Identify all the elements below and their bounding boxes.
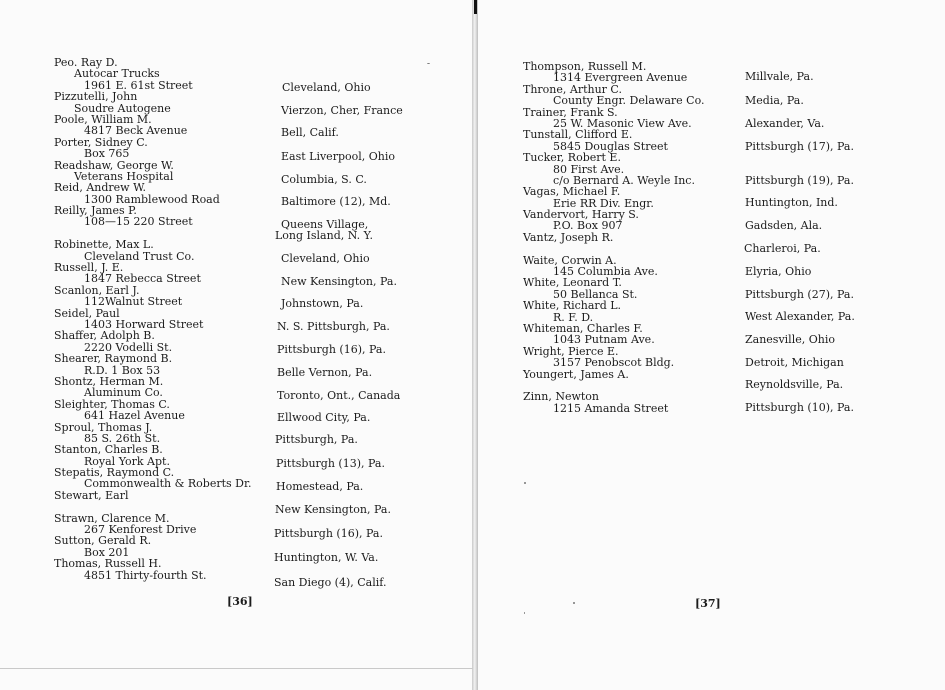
entry-address: 1215 Amanda Street bbox=[553, 401, 669, 415]
entry-name: Tucker, Robert E. bbox=[523, 151, 621, 165]
entry-address: 1314 Evergreen Avenue bbox=[553, 71, 688, 85]
entry-city: Queens Village, bbox=[281, 218, 369, 231]
entry-city: New Kensington, Pa. bbox=[281, 275, 397, 288]
entry-address: 108—15 220 Street bbox=[84, 215, 193, 229]
entry-name: Readshaw, George W. bbox=[54, 158, 174, 172]
entry-name: Whiteman, Charles F. bbox=[523, 321, 643, 335]
entry-city: Bell, Calif. bbox=[281, 126, 339, 139]
entry-address: Veterans Hospital bbox=[74, 169, 174, 183]
page-number: [36] bbox=[227, 595, 253, 608]
entry-city: San Diego (4), Calif. bbox=[274, 576, 387, 589]
entry-name: Poole, William M. bbox=[54, 112, 152, 126]
page-edge bbox=[0, 668, 473, 669]
entry-city: Johnstown, Pa. bbox=[281, 297, 364, 310]
entry-city: New Kensington, Pa. bbox=[275, 503, 391, 516]
entry-city: Millvale, Pa. bbox=[745, 70, 814, 83]
entry-name: Trainer, Frank S. bbox=[523, 105, 618, 119]
paper-speck bbox=[524, 612, 525, 614]
entry-name: Pizzutelli, John bbox=[54, 90, 138, 104]
entry-address: Autocar Trucks bbox=[74, 67, 160, 81]
entry-address: 4851 Thirty-fourth St. bbox=[84, 568, 207, 582]
entry-name: Tunstall, Clifford E. bbox=[523, 128, 633, 142]
paper-speck bbox=[524, 482, 526, 484]
entry-address: Royal York Apt. bbox=[84, 454, 170, 468]
entry-city: Zanesville, Ohio bbox=[745, 333, 835, 346]
entry-address: 5845 Douglas Street bbox=[553, 139, 668, 153]
entry-city-line2: Long Island, N. Y. bbox=[275, 229, 373, 242]
entry-city: Media, Pa. bbox=[745, 94, 804, 107]
entry-city: Charleroi, Pa. bbox=[744, 242, 821, 255]
entry-city: Pittsburgh (27), Pa. bbox=[745, 288, 854, 301]
entry-city: Belle Vernon, Pa. bbox=[277, 366, 373, 379]
entry-city: Homestead, Pa. bbox=[276, 480, 364, 493]
entry-name: Stanton, Charles B. bbox=[54, 443, 163, 457]
entry-name: Peo. Ray D. bbox=[54, 56, 118, 69]
entry-name: Thomas, Russell H. bbox=[54, 557, 162, 571]
entry-city: Pittsburgh (16), Pa. bbox=[277, 343, 386, 356]
entry-address: c/o Bernard A. Weyle Inc. bbox=[553, 173, 695, 187]
entry-city: Baltimore (12), Md. bbox=[281, 195, 391, 208]
entry-name: Sleighter, Thomas C. bbox=[54, 397, 170, 411]
entry-name: Shontz, Herman M. bbox=[54, 374, 164, 388]
entry-address: Commonwealth & Roberts Dr. bbox=[84, 477, 252, 491]
entry-address: 25 W. Masonic View Ave. bbox=[553, 116, 692, 130]
entry-name: Vandervort, Harry S. bbox=[523, 208, 639, 222]
entry-name: Sproul, Thomas J. bbox=[54, 420, 153, 434]
entry-name: Youngert, James A. bbox=[523, 367, 629, 381]
book-gutter bbox=[472, 0, 478, 690]
entry-name: Thompson, Russell M. bbox=[523, 60, 647, 73]
entry-name: Strawn, Clarence M. bbox=[54, 511, 170, 525]
entry-name: White, Richard L. bbox=[523, 299, 622, 313]
entry-address: 2220 Vodelli St. bbox=[84, 340, 173, 354]
entry-name: Sutton, Gerald R. bbox=[54, 534, 152, 548]
entry-address: 50 Bellanca St. bbox=[553, 287, 638, 301]
entry-city: Alexander, Va. bbox=[745, 117, 825, 130]
entry-address: Box 765 bbox=[84, 147, 130, 161]
entry-name: Porter, Sidney C. bbox=[54, 135, 148, 149]
entry-name: Scanlon, Earl J. bbox=[54, 283, 140, 297]
entry-city: Pittsburgh, Pa. bbox=[275, 433, 358, 446]
paper-speck bbox=[573, 602, 575, 604]
entry-city: Pittsburgh (10), Pa. bbox=[745, 401, 854, 414]
entry-name: Shaffer, Adolph B. bbox=[54, 329, 155, 343]
entry-address: R.D. 1 Box 53 bbox=[84, 363, 161, 377]
entry-name: Reilly, James P. bbox=[54, 204, 137, 218]
entry-city: N. S. Pittsburgh, Pa. bbox=[277, 320, 390, 333]
entry-address: County Engr. Delaware Co. bbox=[553, 94, 705, 108]
entry-address: Box 201 bbox=[84, 545, 130, 559]
entry-address: Soudre Autogene bbox=[74, 101, 171, 115]
entry-name: Zinn, Newton bbox=[523, 390, 600, 404]
entry-city: Huntington, Ind. bbox=[745, 196, 838, 209]
entry-name: Russell, J. E. bbox=[54, 261, 124, 275]
entry-address: 1847 Rebecca Street bbox=[84, 272, 201, 286]
entry-name: White, Leonard T. bbox=[523, 276, 622, 290]
right-directory-column bbox=[523, 61, 705, 414]
entry-city: Columbia, S. C. bbox=[281, 173, 367, 186]
entry-address: 112Walnut Street bbox=[84, 295, 183, 309]
entry-city: Vierzon, Cher, France bbox=[281, 104, 403, 117]
entry-name: Throne, Arthur C. bbox=[523, 82, 622, 96]
entry-city: East Liverpool, Ohio bbox=[281, 150, 395, 163]
entry-address: 1961 E. 61st Street bbox=[84, 78, 193, 92]
gutter-shadow bbox=[474, 0, 477, 14]
entry-address: Erie RR Div. Engr. bbox=[553, 196, 654, 210]
entry-name: Wright, Pierce E. bbox=[523, 344, 619, 358]
entry-name: Shearer, Raymond B. bbox=[54, 352, 173, 366]
entry-address: 80 First Ave. bbox=[553, 162, 625, 176]
entry-city: Pittsburgh (16), Pa. bbox=[274, 527, 383, 540]
entry-city: Pittsburgh (17), Pa. bbox=[745, 140, 854, 153]
entry-city: Gadsden, Ala. bbox=[745, 219, 823, 232]
entry-name: Stepatis, Raymond C. bbox=[54, 466, 175, 480]
entry-name: Waite, Corwin A. bbox=[523, 253, 617, 267]
entry-city: Ellwood City, Pa. bbox=[277, 411, 371, 424]
entry-name: Robinette, Max L. bbox=[54, 238, 154, 252]
entry-address: 1300 Ramblewood Road bbox=[84, 192, 220, 206]
entry-city: Pittsburgh (19), Pa. bbox=[745, 174, 854, 187]
entry-city: Detroit, Michigan bbox=[745, 356, 844, 369]
entry-address: 4817 Beck Avenue bbox=[84, 124, 188, 138]
entry-address: 641 Hazel Avenue bbox=[84, 409, 185, 423]
entry-city: Elyria, Ohio bbox=[745, 265, 812, 278]
entry-address: Cleveland Trust Co. bbox=[84, 249, 195, 263]
entry-name: Stewart, Earl bbox=[54, 488, 129, 502]
entry-address: 145 Columbia Ave. bbox=[553, 265, 658, 279]
entry-address: Aluminum Co. bbox=[84, 386, 163, 400]
entry-address: R. F. D. bbox=[553, 310, 594, 324]
left-directory-column bbox=[54, 57, 252, 581]
entry-city: West Alexander, Pa. bbox=[745, 310, 855, 323]
entry-address: 1043 Putnam Ave. bbox=[553, 333, 655, 347]
entry-address: 1403 Horward Street bbox=[84, 317, 204, 331]
entry-city: Cleveland, Ohio bbox=[281, 252, 370, 265]
entry-address: P.O. Box 907 bbox=[553, 219, 623, 233]
paper-speck bbox=[427, 63, 430, 64]
entry-city: Cleveland, Ohio bbox=[282, 81, 371, 94]
entry-name: Seidel, Paul bbox=[54, 306, 120, 320]
entry-address: 85 S. 26th St. bbox=[84, 431, 161, 445]
entry-name: Vantz, Joseph R. bbox=[523, 230, 614, 244]
entry-address: 267 Kenforest Drive bbox=[84, 523, 197, 537]
entry-city: Pittsburgh (13), Pa. bbox=[276, 457, 385, 470]
entry-name: Vagas, Michael F. bbox=[523, 185, 621, 199]
page-number: [37] bbox=[695, 597, 721, 610]
entry-city: Huntington, W. Va. bbox=[274, 551, 379, 564]
entry-city: Toronto, Ont., Canada bbox=[277, 389, 401, 402]
entry-name: Reid, Andrew W. bbox=[54, 181, 146, 195]
entry-city: Reynoldsville, Pa. bbox=[745, 378, 844, 391]
entry-address: 3157 Penobscot Bldg. bbox=[553, 356, 675, 370]
